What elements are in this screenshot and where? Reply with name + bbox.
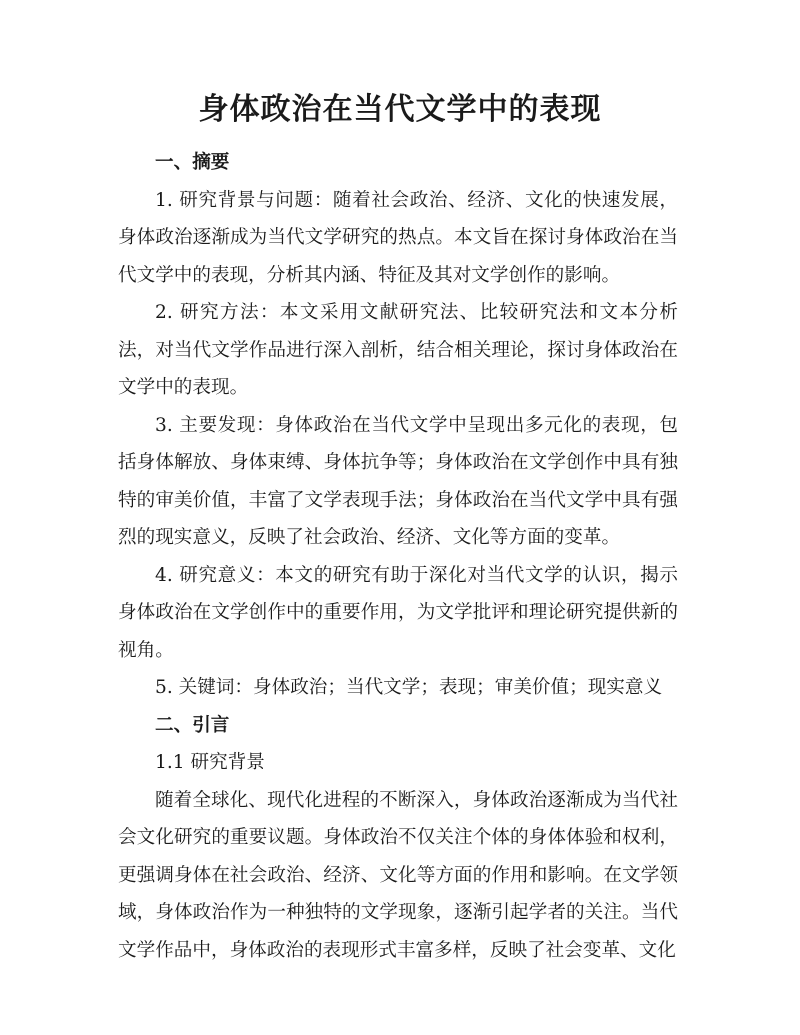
abstract-item-keywords: 5. 关键词：身体政治；当代文学；表现；审美价值；现实意义 xyxy=(155,677,663,698)
abstract-item-significance: 4. 研究意义：本文的研究有助于深化对当代文学的认识，揭示身体政治在文学创作中的重要作用，为文学批评和理论研究提供新的视角。 xyxy=(118,564,678,661)
abstract-item-findings: 3. 主要发现：身体政治在当代文学中呈现出多元化的表现，包括身体解放、身体束缚、身体抗争等；身体政治在文学创作中具有独特的审美价值，丰富了文学表现手法；身体政治在当代文学中具有强烈的现实意义，反映了社会政治、经济、文化等方面的变革。 xyxy=(118,414,678,548)
intro-sub-heading: 1.1 研究背景 xyxy=(155,752,265,773)
intro-heading: 二、引言 xyxy=(155,714,230,736)
document-body xyxy=(118,144,678,969)
abstract-heading: 一、摘要 xyxy=(155,152,230,173)
document-title: 身体政治在当代文学中的表现 xyxy=(198,92,602,127)
abstract-item-method: 2. 研究方法：本文采用文献研究法、比较研究法和文本分析法，对当代文学作品进行深入剖析，结合相关理论，探讨身体政治在文学中的表现。 xyxy=(118,302,678,398)
abstract-item-background: 1. 研究背景与问题：随着社会政治、经济、文化的快速发展，身体政治逐渐成为当代文学研究的热点。本文旨在探讨身体政治在当代文学中的表现，分析其内涵、特征及其对文学创作的影响。 xyxy=(118,189,678,286)
intro-paragraph: 随着全球化、现代化进程的不断深入，身体政治逐渐成为当代社会文化研究的重要议题。身体政治不仅关注个体的身体体验和权利，更强调身体在社会政治、经济、文化等方面的作用和影响。在文学领域，身体政治作为一种独特的文学现象，逐渐引起学者的关注。当代文学作品中，身体政治的表现形式丰富多样，反映了社会变革、文化 xyxy=(118,789,678,961)
